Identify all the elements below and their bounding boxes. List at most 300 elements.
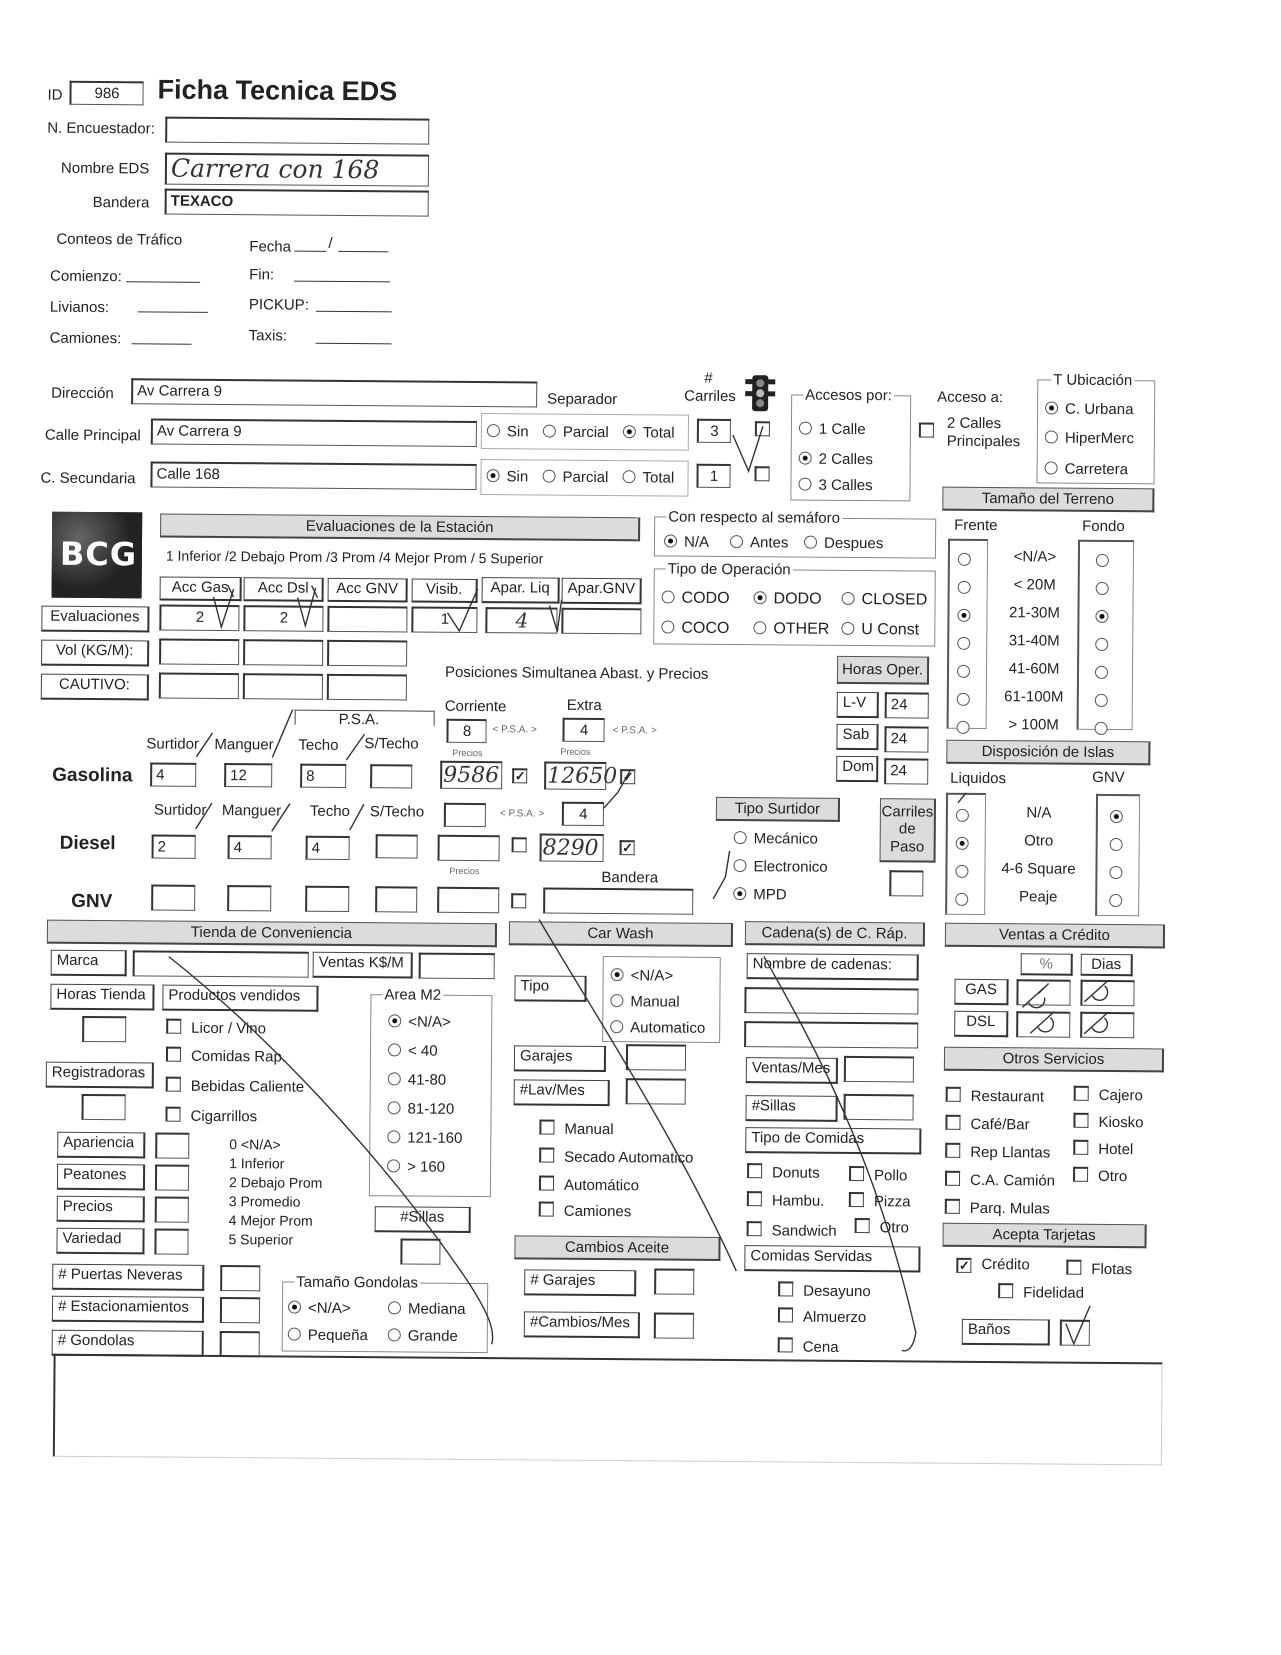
producto-comidas[interactable]: Comidas Rap.: [166, 1047, 286, 1065]
terreno-header: Tamaño del Terreno: [942, 487, 1154, 513]
radio-selected-icon: [664, 534, 677, 547]
operacion-other[interactable]: OTHER: [753, 621, 829, 638]
fin-line[interactable]: [294, 280, 390, 283]
gnv-surtidor-field[interactable]: [151, 884, 195, 910]
radio-icon: [799, 422, 812, 435]
radio-icon: [610, 1020, 623, 1033]
principal-sep-sin[interactable]: Sin: [487, 424, 529, 439]
gasolina-extra-check[interactable]: ✓: [620, 767, 645, 784]
radio-icon: [1095, 722, 1108, 735]
terreno-frente-radio[interactable]: [957, 720, 977, 737]
acc-gas-value[interactable]: 2: [159, 605, 239, 632]
diesel-surtidor-field[interactable]: 2: [152, 834, 196, 858]
pickup-line[interactable]: [316, 310, 392, 313]
area-option[interactable]: > 160: [387, 1159, 445, 1174]
terreno-frente-radio[interactable]: [957, 692, 977, 709]
fecha-month-line[interactable]: [338, 250, 388, 252]
radio-selected-icon: [733, 887, 746, 900]
calle-principal-label: Calle Principal: [44, 426, 141, 445]
ventas-label: Ventas K$/M: [313, 952, 413, 979]
carwash-lav-field[interactable]: [626, 1078, 686, 1104]
radio-icon: [610, 994, 623, 1007]
cautivo-gnv-field[interactable]: [327, 674, 407, 701]
terreno-option-label: <N/A>: [1013, 548, 1057, 566]
calle-secundaria-field[interactable]: Calle 168: [150, 461, 476, 490]
bandera-label: Bandera: [92, 193, 150, 212]
islas-liquidos-label: Liquidos: [950, 769, 1007, 788]
servidas-desayuno[interactable]: Desayuno: [778, 1281, 871, 1299]
horas-lv-label: L-V: [837, 692, 879, 718]
tarjeta-flotas[interactable]: Flotas: [1066, 1260, 1132, 1278]
estacionamientos-field[interactable]: [220, 1297, 260, 1323]
ubicacion-hipermerc[interactable]: HiperMerc: [1045, 430, 1134, 446]
tarjeta-fidelidad[interactable]: Fidelidad: [998, 1283, 1084, 1301]
principal-carriles-field[interactable]: 3: [697, 419, 731, 443]
rating-scale-item: 0 <N/A>: [229, 1136, 281, 1153]
gnv-bandera-field[interactable]: [543, 888, 693, 915]
radio-icon: [387, 1130, 400, 1143]
puertas-label: # Puertas Neveras: [52, 1264, 204, 1291]
banos-field[interactable]: [1060, 1320, 1090, 1346]
rating-field[interactable]: [155, 1133, 189, 1159]
producto-licor[interactable]: Licor / Vino: [166, 1019, 266, 1037]
carwash-garajes-field[interactable]: [626, 1044, 686, 1070]
semaforo-despues[interactable]: Despues: [804, 536, 883, 552]
cadenas-nombre-field-1[interactable]: [744, 987, 918, 1014]
semaforo-antes[interactable]: Antes: [730, 535, 788, 550]
acceso-a-label: Acceso a:: [937, 388, 1004, 407]
area-option[interactable]: 81-120: [388, 1101, 455, 1117]
ubicacion-carretera[interactable]: Carretera: [1045, 461, 1128, 477]
rating-field[interactable]: [155, 1165, 189, 1191]
rating-field[interactable]: [155, 1197, 189, 1223]
visib-value[interactable]: 1: [411, 607, 477, 634]
acc-gas-column: Acc Gas: [160, 577, 242, 602]
radio-icon: [1095, 638, 1108, 651]
islas-gnv-radio[interactable]: [1109, 893, 1129, 910]
acc-gnv-value[interactable]: [327, 606, 407, 633]
servicio-option[interactable]: Hotel: [1073, 1140, 1133, 1157]
gnv-bandera-label: Bandera: [601, 869, 659, 887]
terreno-fondo-radio[interactable]: [1095, 665, 1115, 682]
cadenas-pollo[interactable]: Pollo: [849, 1166, 907, 1183]
acc-dsl-value[interactable]: 2: [243, 605, 323, 632]
gondola-pequena[interactable]: Pequeña: [288, 1328, 368, 1344]
aceite-cambios-field[interactable]: [654, 1312, 694, 1338]
cautivo-gas-field[interactable]: [159, 673, 239, 700]
horas-dom-field[interactable]: 24: [884, 758, 928, 784]
horas-tienda-label: Horas Tienda: [50, 984, 154, 1011]
carwash-check-camiones[interactable]: Camiones: [539, 1202, 632, 1220]
ubicacion-title: T Ubicación: [1053, 371, 1133, 390]
rating-field[interactable]: [154, 1229, 188, 1255]
carwash-check-manual[interactable]: Manual: [539, 1120, 613, 1138]
gasolina-techo-field[interactable]: 8: [300, 764, 346, 788]
acceso-a-option: 2 Calles Principales: [946, 414, 1021, 451]
marca-label: Marca: [51, 950, 127, 977]
radio-icon: [388, 1301, 401, 1314]
terreno-option-label: 21-30M: [1008, 604, 1060, 622]
cadenas-donuts[interactable]: Donuts: [747, 1163, 820, 1181]
gondola-mediana[interactable]: Mediana: [388, 1301, 466, 1317]
carwash-check-automatico[interactable]: Automático: [539, 1176, 639, 1194]
islas-gnv-radio[interactable]: [1110, 837, 1130, 854]
producto-cigarrillos[interactable]: Cigarrillos: [165, 1107, 257, 1125]
psa-label: P.S.A.: [338, 710, 380, 729]
rating-scale-item: 4 Mejor Prom: [228, 1212, 313, 1229]
islas-option-label: N/A: [1026, 804, 1052, 822]
cadenas-pizza[interactable]: Pizza: [849, 1192, 911, 1209]
cadenas-sandwich[interactable]: Sandwich: [747, 1221, 837, 1239]
psa-bracket: [295, 710, 435, 729]
posiciones-title: Posiciones Simultanea Abast. y Precios: [444, 663, 709, 683]
carwash-na[interactable]: <N/A>: [611, 968, 674, 983]
radio-selected-icon: [486, 469, 499, 482]
vol-gas-field[interactable]: [159, 639, 239, 666]
operacion-u-const[interactable]: U Const: [841, 622, 919, 639]
gnv-precio-check[interactable]: [511, 893, 536, 911]
radio-icon: [388, 1043, 401, 1056]
tarjeta-credito[interactable]: ✓ Crédito: [956, 1257, 1029, 1274]
horas-header: Horas Oper.: [837, 656, 929, 685]
gasolina-manguera-field[interactable]: 12: [224, 763, 272, 787]
radio-icon: [388, 1072, 401, 1085]
psa-tag-extra: < P.S.A. >: [612, 725, 657, 737]
secundaria-sep-parcial[interactable]: Parcial: [542, 470, 608, 486]
cadenas-sillas-field[interactable]: [843, 1094, 913, 1121]
radio-icon: [1095, 610, 1108, 623]
aceite-header: Cambios Aceite: [514, 1235, 720, 1261]
horas-tienda-field[interactable]: [82, 1016, 126, 1042]
gasolina-stecho-field[interactable]: [370, 764, 412, 788]
islas-gnv-radio[interactable]: [1109, 865, 1129, 882]
radio-selected-icon: [754, 591, 767, 604]
psa-tag-diesel: < P.S.A. >: [499, 808, 545, 820]
carwash-manual[interactable]: Manual: [610, 994, 679, 1010]
operacion-dodo[interactable]: DODO: [754, 591, 822, 608]
radio-icon: [1096, 554, 1109, 567]
corriente-psa-field[interactable]: 8: [446, 719, 486, 743]
diesel-manguera-field[interactable]: 4: [228, 835, 272, 859]
radio-selected-icon: [799, 452, 812, 465]
credito-gas-pct[interactable]: [1016, 979, 1070, 1005]
radio-icon: [487, 424, 500, 437]
registradoras-field[interactable]: [81, 1094, 125, 1120]
surtidor-electronico[interactable]: Electronico: [733, 859, 827, 875]
comienzo-line[interactable]: [126, 280, 200, 283]
radio-icon: [288, 1328, 301, 1341]
credito-pct-label: %: [1021, 953, 1073, 975]
cadenas-tipo-label: Tipo de Comidas: [745, 1127, 921, 1154]
gnv-stecho-field[interactable]: [375, 886, 417, 912]
terreno-fondo-label: Fondo: [1082, 517, 1125, 536]
principal-semaforo-check[interactable]: [755, 421, 780, 439]
terreno-frente-radio[interactable]: [957, 636, 977, 653]
cadenas-nombre-label: Nombre de cadenas:: [747, 953, 919, 980]
diesel-precio-field[interactable]: 8290: [540, 834, 604, 863]
radio-icon: [753, 621, 766, 634]
radio-icon: [661, 620, 674, 633]
servicio-option[interactable]: Restaurant: [946, 1087, 1045, 1105]
id-field[interactable]: 986: [69, 81, 143, 106]
carwash-automatico[interactable]: Automatico: [610, 1020, 705, 1036]
rating-scale-item: 1 Inferior: [229, 1155, 285, 1172]
diesel-corriente-check[interactable]: [512, 837, 537, 855]
dsl-stecho-label: S/Techo: [369, 803, 425, 821]
terreno-fondo-radio[interactable]: [1095, 609, 1115, 626]
secundaria-semaforo-check[interactable]: [754, 466, 779, 484]
principal-sep-total[interactable]: Total: [623, 425, 675, 440]
islas-gnv-radio[interactable]: [1110, 809, 1130, 826]
credito-gas-dias[interactable]: [1080, 980, 1134, 1006]
radio-icon: [1095, 666, 1108, 679]
ubicacion-urbana[interactable]: C. Urbana: [1045, 401, 1133, 417]
terreno-fondo-radio[interactable]: [1096, 581, 1116, 598]
islas-liquidos-radio[interactable]: [956, 808, 976, 825]
gasolina-precio-corriente[interactable]: 9586: [440, 761, 502, 789]
precios-label-corriente: Precios: [452, 747, 483, 759]
gas-manguera-label: Manguer: [214, 735, 274, 754]
extra-label: Extra: [566, 696, 602, 715]
terreno-frente-radio[interactable]: [958, 580, 978, 597]
surtidor-mecanico[interactable]: Mecánico: [734, 831, 818, 847]
gas-surtidor-label: Surtidor: [146, 735, 200, 753]
terreno-fondo-radio[interactable]: [1095, 693, 1115, 710]
corriente-label: Corriente: [444, 697, 507, 716]
vol-row-label: Vol (KG/M):: [41, 640, 149, 667]
radio-icon: [733, 859, 746, 872]
accesos-3-calles[interactable]: 3 Calles: [798, 478, 872, 494]
semaforo-na[interactable]: N/A: [664, 534, 709, 549]
diesel-label: Diesel: [59, 832, 116, 855]
vol-dsl-field[interactable]: [243, 639, 323, 666]
gnv-precio-field[interactable]: [437, 887, 499, 913]
servicios-header: Otros Servicios: [944, 1047, 1164, 1073]
radio-icon: [841, 622, 854, 635]
gondolas-field[interactable]: [220, 1331, 260, 1357]
extra-psa-field[interactable]: 4: [562, 718, 604, 742]
rating-scale-item: 2 Debajo Prom: [228, 1174, 323, 1191]
servicio-option[interactable]: Café/Bar: [945, 1115, 1029, 1133]
diesel-techo-field[interactable]: 4: [306, 836, 350, 860]
terreno-frente-label: Frente: [954, 516, 998, 535]
vol-gnv-field[interactable]: [327, 640, 407, 667]
radio-icon: [1045, 461, 1058, 474]
diesel-extra-check[interactable]: ✓: [620, 838, 645, 855]
bcg-logo: BCG: [52, 512, 143, 599]
diesel-stecho-field[interactable]: [376, 834, 418, 858]
radio-icon: [957, 721, 970, 734]
gas-techo-label: Techo: [298, 736, 339, 754]
estacionamientos-label: # Estacionamientos: [52, 1296, 204, 1323]
terreno-fondo-radio[interactable]: [1095, 721, 1115, 738]
aceite-cambios-label: #Cambios/Mes: [524, 1311, 640, 1338]
credito-dsl-dias[interactable]: [1080, 1012, 1134, 1038]
calle-principal-field[interactable]: Av Carrera 9: [151, 418, 477, 447]
evaluaciones-scale: 1 Inferior /2 Debajo Prom /3 Prom /4 Mejor Prom / 5 Superior: [165, 547, 544, 567]
operacion-title: Tipo de Operación: [667, 560, 791, 579]
marca-field[interactable]: [133, 950, 309, 977]
evaluaciones-header: Evaluaciones de la Estación: [160, 514, 640, 542]
credito-dias-label: Dias: [1081, 954, 1133, 976]
secundaria-sep-total[interactable]: Total: [622, 470, 674, 485]
horas-dom-label: Dom: [836, 756, 878, 782]
diesel-precio-blank[interactable]: [438, 835, 500, 861]
credito-dsl-pct[interactable]: [1016, 1011, 1070, 1037]
rating-label: Precios: [57, 1196, 145, 1223]
diesel-psa-blank[interactable]: [444, 803, 486, 827]
terreno-fondo-radio[interactable]: [1095, 637, 1115, 654]
apar-gnv-value[interactable]: [561, 608, 641, 635]
carwash-check-secado[interactable]: Secado Automatico: [539, 1148, 693, 1166]
gasolina-label: Gasolina: [52, 764, 133, 787]
cautivo-row-label: CAUTIVO:: [41, 674, 149, 701]
gasolina-corriente-check[interactable]: ✓: [512, 766, 537, 783]
servicio-option[interactable]: Kiosko: [1073, 1113, 1143, 1131]
terreno-frente-radio[interactable]: [957, 664, 977, 681]
separador-label: Separador: [547, 390, 618, 409]
encuestador-field[interactable]: [165, 117, 429, 145]
sillas-label: #Sillas: [375, 1206, 471, 1233]
carriles-paso-header: Carriles de Paso: [880, 798, 937, 862]
tienda-header: Tienda de Conveniencia: [47, 920, 497, 948]
radio-icon: [958, 553, 971, 566]
apar-liq-value[interactable]: 4: [485, 607, 557, 634]
radio-icon: [1109, 894, 1122, 907]
servidas-almuerzo[interactable]: Almuerzo: [778, 1307, 866, 1325]
radio-icon: [1110, 810, 1123, 823]
cadenas-ventas-field[interactable]: [844, 1056, 914, 1083]
productos-label: Productos vendidos: [162, 985, 318, 1012]
psa-tag-corriente: < P.S.A. >: [492, 724, 537, 736]
tarjetas-header: Acepta Tarjetas: [943, 1223, 1147, 1249]
terreno-frente-radio[interactable]: [957, 608, 977, 625]
evaluaciones-row-label: Evaluaciones: [41, 606, 149, 633]
radio-icon: [542, 470, 555, 483]
fecha-slash: /: [328, 234, 333, 252]
terreno-fondo-radio[interactable]: [1096, 553, 1116, 570]
islas-option-label: Otro: [1024, 832, 1054, 850]
gasolina-surtidor-field[interactable]: 4: [150, 762, 196, 786]
sillas-field[interactable]: [400, 1238, 440, 1264]
cadenas-header: Cadena(s) de C. Ráp.: [745, 921, 925, 946]
comienzo-label: Comienzo:: [50, 267, 122, 286]
radio-icon: [842, 592, 855, 605]
form-title: Ficha Tecnica EDS: [157, 74, 398, 107]
islas-option-label: 4-6 Square: [1001, 860, 1076, 878]
servicio-option[interactable]: Rep Llantas: [945, 1143, 1050, 1161]
area-option[interactable]: 41-80: [388, 1072, 446, 1087]
gondola-grande[interactable]: Grande: [388, 1328, 458, 1344]
traffic-light-icon: [743, 373, 777, 413]
gasolina-precio-extra[interactable]: 12650: [544, 762, 606, 790]
cadenas-hambu[interactable]: Hambu.: [747, 1191, 825, 1209]
operacion-codo[interactable]: CODO: [662, 590, 730, 607]
cadenas-otro[interactable]: Otro: [855, 1218, 909, 1235]
camiones-line[interactable]: [132, 342, 192, 344]
camiones-label: Camiones:: [49, 329, 122, 348]
bandera-field[interactable]: TEXACO: [165, 189, 429, 217]
radio-icon: [662, 590, 675, 603]
gondolas-label: # Gondolas: [52, 1330, 204, 1357]
gondola-na[interactable]: <N/A>: [288, 1301, 351, 1316]
islas-option-label: Peaje: [1018, 888, 1058, 906]
terreno-option-label: 41-60M: [1008, 660, 1060, 678]
servicio-option[interactable]: Otro: [1073, 1167, 1127, 1184]
carwash-garajes-label: Garajes: [514, 1045, 606, 1072]
area-option[interactable]: <N/A>: [388, 1014, 451, 1029]
comments-field[interactable]: [53, 1354, 1163, 1466]
dsl-surtidor-label: Surtidor: [153, 801, 207, 819]
diesel-psa-field[interactable]: 4: [562, 802, 604, 826]
gondola-title: Tamaño Gondolas: [296, 1273, 419, 1292]
nombre-eds-field[interactable]: Carrera con 168: [165, 153, 429, 187]
radio-icon: [730, 535, 743, 548]
operacion-coco[interactable]: COCO: [661, 620, 729, 637]
gnv-manguera-field[interactable]: [227, 885, 271, 911]
taxis-line[interactable]: [316, 342, 392, 345]
radio-icon: [387, 1159, 400, 1172]
aceite-garajes-field[interactable]: [654, 1268, 694, 1294]
principal-sep-parcial[interactable]: Parcial: [543, 425, 609, 441]
surtidor-mpd[interactable]: MPD: [733, 887, 786, 902]
carriles-paso-field[interactable]: [889, 870, 923, 896]
horas-sab-label: Sab: [836, 724, 878, 750]
secundaria-carriles-field[interactable]: 1: [696, 464, 730, 488]
terreno-frente-radio[interactable]: [958, 552, 978, 569]
islas-liquidos-radio[interactable]: [956, 836, 976, 853]
servicio-option[interactable]: Cajero: [1074, 1086, 1143, 1104]
traffic-title: Conteos de Tráfico: [56, 230, 183, 249]
direccion-field[interactable]: Av Carrera 9: [131, 378, 537, 407]
terreno-option-label: 31-40M: [1008, 632, 1060, 650]
horas-lv-field[interactable]: 24: [885, 692, 929, 718]
area-option[interactable]: < 40: [388, 1043, 438, 1058]
calle-secundaria-label: C. Secundaria: [40, 469, 136, 488]
area-option[interactable]: 121-160: [387, 1130, 462, 1146]
apar-liq-column: Apar. Liq: [482, 577, 560, 604]
precios-label-gnv: Precios: [449, 865, 480, 877]
islas-liquidos-radio[interactable]: [955, 892, 975, 909]
radio-icon: [1096, 582, 1109, 595]
radio-icon: [957, 665, 970, 678]
cadenas-nombre-field-2[interactable]: [744, 1021, 918, 1048]
secundaria-sep-sin[interactable]: Sin: [486, 469, 528, 484]
accesos-2-calles[interactable]: 2 Calles: [799, 452, 873, 468]
horas-sab-field[interactable]: 24: [884, 726, 928, 752]
producto-bebidas[interactable]: Bebidas Caliente: [166, 1077, 305, 1095]
ventas-field[interactable]: [419, 953, 495, 980]
gnv-techo-field[interactable]: [305, 886, 349, 912]
puertas-field[interactable]: [220, 1265, 260, 1291]
accesos-1-calle[interactable]: 1 Calle: [799, 422, 866, 438]
radio-selected-icon: [611, 968, 624, 981]
radio-icon: [1045, 430, 1058, 443]
servicio-option[interactable]: Parq. Mulas: [945, 1199, 1050, 1217]
semaforo-title: Con respecto al semáforo: [668, 508, 841, 527]
cautivo-dsl-field[interactable]: [243, 673, 323, 700]
servidas-cena[interactable]: Cena: [778, 1337, 839, 1354]
acceso-a-check[interactable]: [919, 422, 944, 440]
operacion-closed[interactable]: CLOSED: [842, 592, 928, 609]
fecha-day-line[interactable]: [294, 250, 326, 252]
islas-liquidos-radio[interactable]: [955, 864, 975, 881]
radio-icon: [1095, 694, 1108, 707]
livianos-line[interactable]: [138, 310, 208, 313]
credito-dsl-label: DSL: [954, 1011, 1008, 1037]
radio-icon: [798, 478, 811, 491]
servicio-option[interactable]: C.A. Camión: [945, 1171, 1055, 1189]
